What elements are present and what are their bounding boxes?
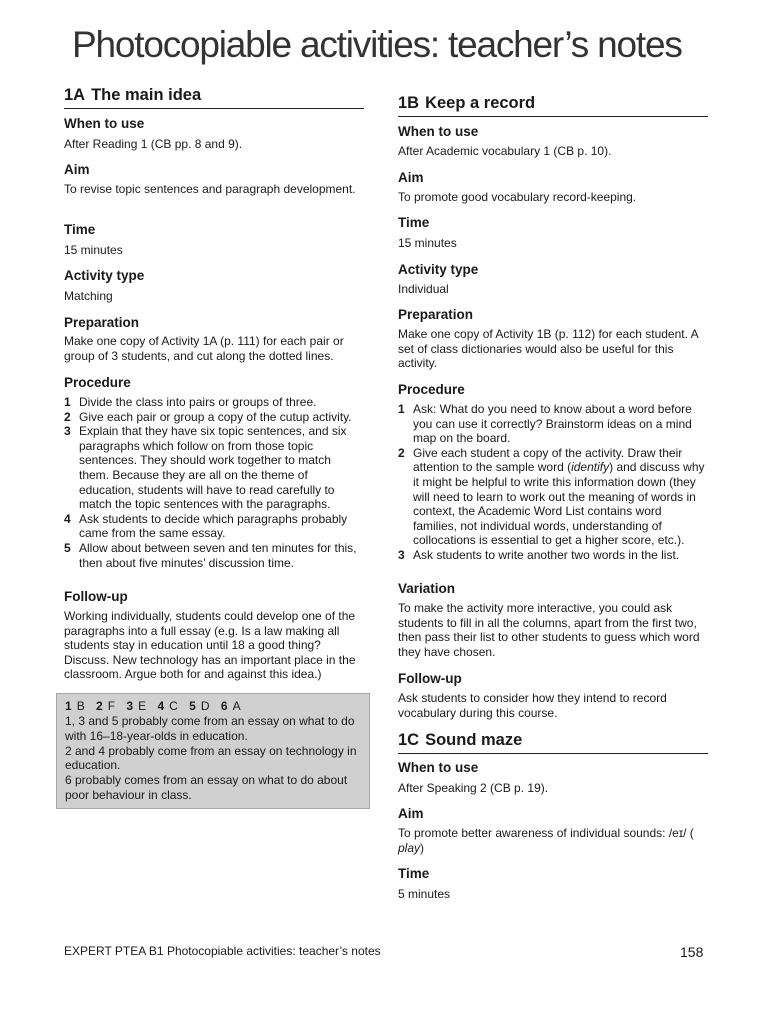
when-to-use-text: After Academic vocabulary 1 (CB p. 10). <box>398 144 612 158</box>
aim-text: To revise topic sentences and paragraph development. <box>64 182 356 196</box>
preparation-text: Make one copy of Activity 1A (p. 111) for each pair or group of 3 students, and cut along the dotted lines. <box>64 334 344 363</box>
list-item: 1 Divide the class into pairs or groups of three. <box>64 395 317 409</box>
aim-text: To promote better awareness of individual sounds: /eɪ/ ( play) <box>398 826 694 855</box>
aim-text: To promote good vocabulary record-keeping. <box>398 190 637 204</box>
preparation-heading: Preparation <box>398 307 474 322</box>
aim-heading: Aim <box>398 170 424 185</box>
when-to-use-text: After Speaking 2 (CB p. 19). <box>398 781 549 795</box>
footer-text: EXPERT PTEA B1 Photocopiable activities: teacher’s notes <box>64 944 381 958</box>
time-text: 15 minutes <box>398 236 457 250</box>
answer-key: 3 E <box>126 699 147 713</box>
variation-heading: Variation <box>398 581 456 596</box>
list-item: 2 Give each student a copy of the activity. Draw their attention to the sample word (identify) and discuss why it might be helpful to write this information down (they will need to learn to work out the meaning of words in context, the Academic Word List contains word families, not individual words, understanding of collocations is essential to get a higher score, etc.). <box>398 445 705 548</box>
answer-note: 6 probably comes from an essay on what to do about poor behaviour in class. <box>65 773 348 802</box>
answer-key: 5 D <box>189 699 210 713</box>
follow-up-text: Ask students to consider how they intend to record vocabulary during this course. <box>398 691 667 720</box>
section-title: Sound maze <box>425 731 523 749</box>
activity-type-text: Matching <box>64 289 113 303</box>
sample-word: play <box>398 840 421 855</box>
sample-word: identify <box>571 460 610 475</box>
follow-up-heading: Follow-up <box>64 589 128 604</box>
when-to-use-heading: When to use <box>398 760 479 775</box>
when-to-use-heading: When to use <box>64 116 145 131</box>
list-item: 2 Give each pair or group a copy of the cutup activity. <box>64 409 352 424</box>
aim-heading: Aim <box>64 162 90 177</box>
list-item: 3 Ask students to write another two words in the list. <box>398 547 680 562</box>
page-title: Photocopiable activities: teacher’s notes <box>72 24 682 65</box>
answer-key: 6 A <box>220 699 241 713</box>
section-1c-heading <box>398 731 708 754</box>
section-1a-heading <box>64 86 364 109</box>
section-number: 1B <box>398 94 420 112</box>
aim-heading: Aim <box>398 806 424 821</box>
list-item: 5 Allow about between seven and ten minutes for this, then about five minutes’ discussion time. <box>64 540 357 570</box>
answer-key-box <box>56 693 370 809</box>
follow-up-heading: Follow-up <box>398 671 462 686</box>
variation-text: To make the activity more interactive, you could ask students to fill in all the columns, apart from the first two, then pass their list to other students to guess which word they have chosen. <box>398 601 700 659</box>
section-number: 1C <box>398 731 420 749</box>
procedure-heading: Procedure <box>64 375 131 390</box>
answer-key: 2 F <box>96 699 116 713</box>
list-item: 1 Ask: What do you need to know about a word before you can use it correctly? Brainstorm ideas on a mind map on the board. <box>398 402 692 446</box>
time-heading: Time <box>64 222 96 237</box>
section-1b-heading <box>398 94 708 117</box>
preparation-heading: Preparation <box>64 315 140 330</box>
time-text: 15 minutes <box>64 243 123 257</box>
list-item: 4 Ask students to decide which paragraphs probably came from the same essay. <box>64 511 348 541</box>
answer-key: 4 C <box>157 699 178 713</box>
procedure-list <box>64 395 364 570</box>
follow-up-text: Working individually, students could develop one of the paragraphs into a full essay (e.g. Is a law making all students stay in education until 18 a good thing? Discuss. New technology has an important place in the classroom. Argue both for and against this idea.) <box>64 609 356 682</box>
activity-type-text: Individual <box>398 282 449 296</box>
section-title: The main idea <box>91 86 202 104</box>
when-to-use-heading: When to use <box>398 124 479 139</box>
procedure-heading: Procedure <box>398 382 465 397</box>
answer-note: 1, 3 and 5 probably come from an essay on what to do with 16–18-year-olds in education. <box>65 714 355 743</box>
time-heading: Time <box>398 866 430 881</box>
procedure-list <box>398 402 708 563</box>
page-number: 158 <box>680 944 704 960</box>
activity-type-heading: Activity type <box>398 262 479 277</box>
preparation-text: Make one copy of Activity 1B (p. 112) for each student. A set of class dictionaries would also be useful for this activity. <box>398 327 698 371</box>
time-text: 5 minutes <box>398 887 451 901</box>
activity-type-heading: Activity type <box>64 268 145 283</box>
answer-key-list <box>65 699 361 714</box>
section-number: 1A <box>64 86 86 104</box>
answer-key: 1 B <box>65 699 85 713</box>
list-item: 3 Explain that they have six topic sentences, and six paragraphs which follow on from those topic sentences. They should work together to match them. Because they are all on the theme of education, students will have to read carefully to match the topic sentences with the paragraphs. <box>64 424 347 512</box>
when-to-use-text: After Reading 1 (CB pp. 8 and 9). <box>64 137 243 151</box>
time-heading: Time <box>398 215 430 230</box>
answer-note: 2 and 4 probably come from an essay on technology in education. <box>65 743 357 773</box>
section-title: Keep a record <box>425 94 536 112</box>
